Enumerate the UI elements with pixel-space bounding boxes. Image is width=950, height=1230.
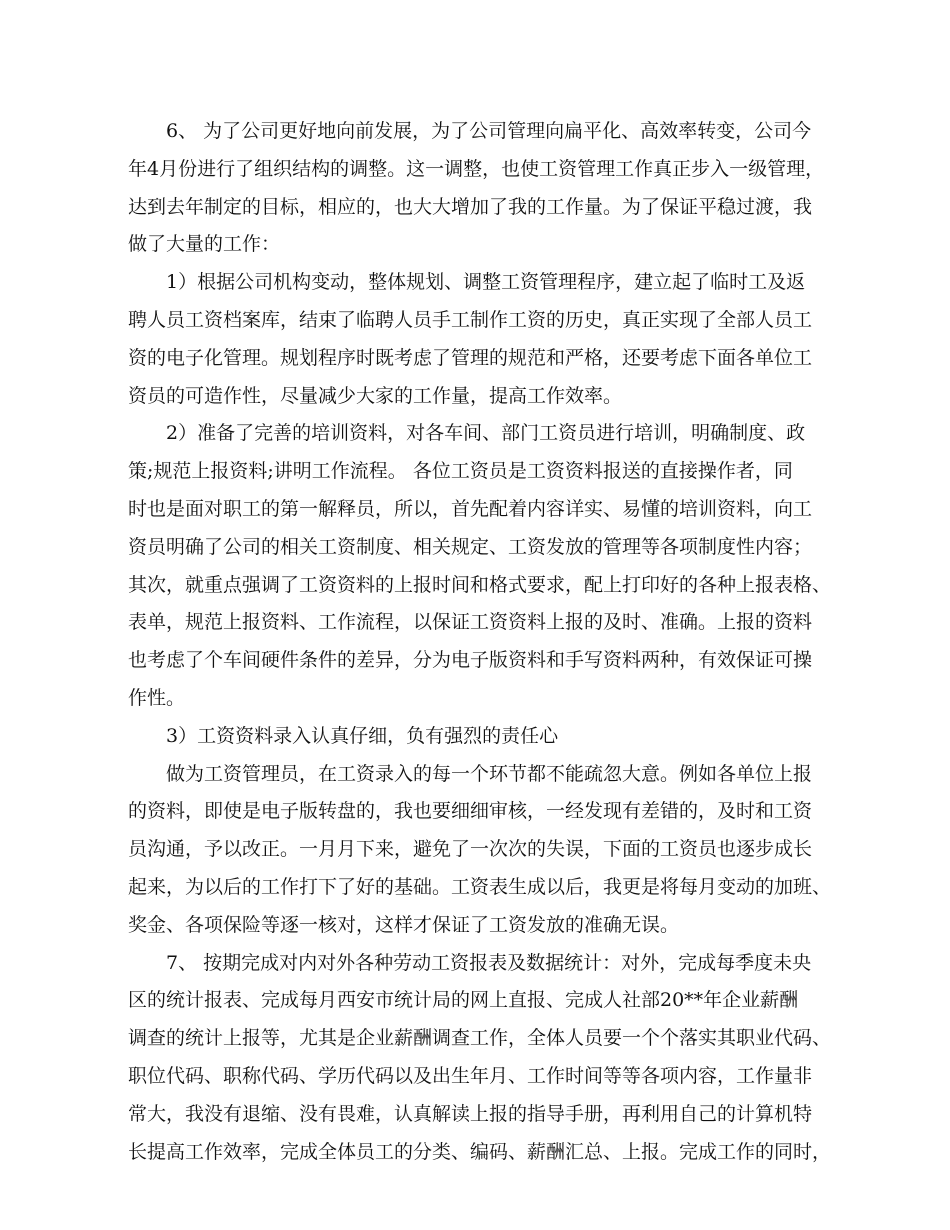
text-line: 员沟通，予以改正。一月月下来，避免了一次次的失误，下面的工资员也逐步成长 (128, 838, 813, 861)
text-line: 做为工资管理员，在工资录入的每一个环节都不能疏忽大意。例如各单位上报 (128, 762, 813, 785)
text-line: 资员的可造作性，尽量减少大家的工作量，提高工作效率。 (128, 384, 623, 407)
text-line: 聘人员工资档案库，结束了临聘人员手工制作工资的历史，真正实现了全部人员工 (128, 309, 813, 331)
text-line: 达到去年制定的目标，相应的，也大大增加了我的工作量。为了保证平稳过渡，我 (128, 195, 813, 218)
text-line: 的资料，即使是电子版转盘的，我也要细细审核，一经发现有差错的，及时和工资 (128, 800, 813, 823)
text-line: 奖金、各项保险等逐一核对，这样才保证了工资发放的准确无误。 (128, 913, 680, 936)
text-line: 7、 按期完成对内对外各种劳动工资报表及数据统计：对外，完成每季度未央 (128, 951, 812, 974)
text-line: 区的统计报表、完成每月西安市统计局的网上直报、完成人社部20**年企业薪酬 (128, 989, 799, 1012)
text-line: 做了大量的工作： (128, 233, 281, 256)
text-line: 6、 为了公司更好地向前发展，为了公司管理向扁平化、高效率转变，公司今 (128, 120, 812, 142)
text-line: 3）工资资料录入认真仔细，负有强烈的责任心 (128, 724, 559, 747)
text-line: 调查的统计上报等，尤其是企业薪酬调查工作，全体人员要一个个落实其职业代码、 (128, 1027, 832, 1050)
text-line: 1）根据公司机构变动，整体规划、调整工资管理程序，建立起了临时工及返 (128, 271, 806, 294)
text-line: 长提高工作效率，完成全体员工的分类、编码、薪酬汇总、上报。完成工作的同时， (128, 1140, 832, 1163)
text-line: 常大，我没有退缩、没有畏难，认真解读上报的指导手册，再利用自己的计算机特 (128, 1102, 813, 1125)
text-line: 资员明确了公司的相关工资制度、相关规定、工资发放的管理等各项制度性内容； (128, 535, 813, 558)
text-line: 策;规范上报资料;讲明工作流程。 各位工资员是工资资料报送的直接操作者，同 (128, 460, 793, 483)
text-line: 也考虑了个车间硬件条件的差异，分为电子版资料和手写资料两种，有效保证可操 (128, 649, 813, 672)
text-line: 时也是面对职工的第一解释员，所以，首先配着内容详实、易懂的培训资料，向工 (128, 498, 813, 520)
text-line: 起来，为以后的工作打下了好的基础。工资表生成以后，我更是将每月变动的加班、 (128, 876, 832, 898)
text-line: 表单，规范上报资料、工作流程，以保证工资资料上报的及时、准确。上报的资料 (128, 611, 813, 634)
text-line: 年4月份进行了组织结构的调整。这一调整，也使工资管理工作真正步入一级管理， (128, 157, 825, 180)
text-line: 其次，就重点强调了工资资料的上报时间和格式要求，配上打印好的各种上报表格、 (128, 573, 832, 596)
text-line: 2）准备了完善的培训资料，对各车间、部门工资员进行培训，明确制度、政 (128, 422, 806, 445)
text-line: 职位代码、职称代码、学历代码以及出生年月、工作时间等等各项内容，工作量非 (128, 1065, 813, 1087)
text-line: 作性。 (128, 687, 186, 709)
text-line: 资的电子化管理。规划程序时既考虑了管理的规范和严格，还要考虑下面各单位工 (128, 346, 813, 369)
